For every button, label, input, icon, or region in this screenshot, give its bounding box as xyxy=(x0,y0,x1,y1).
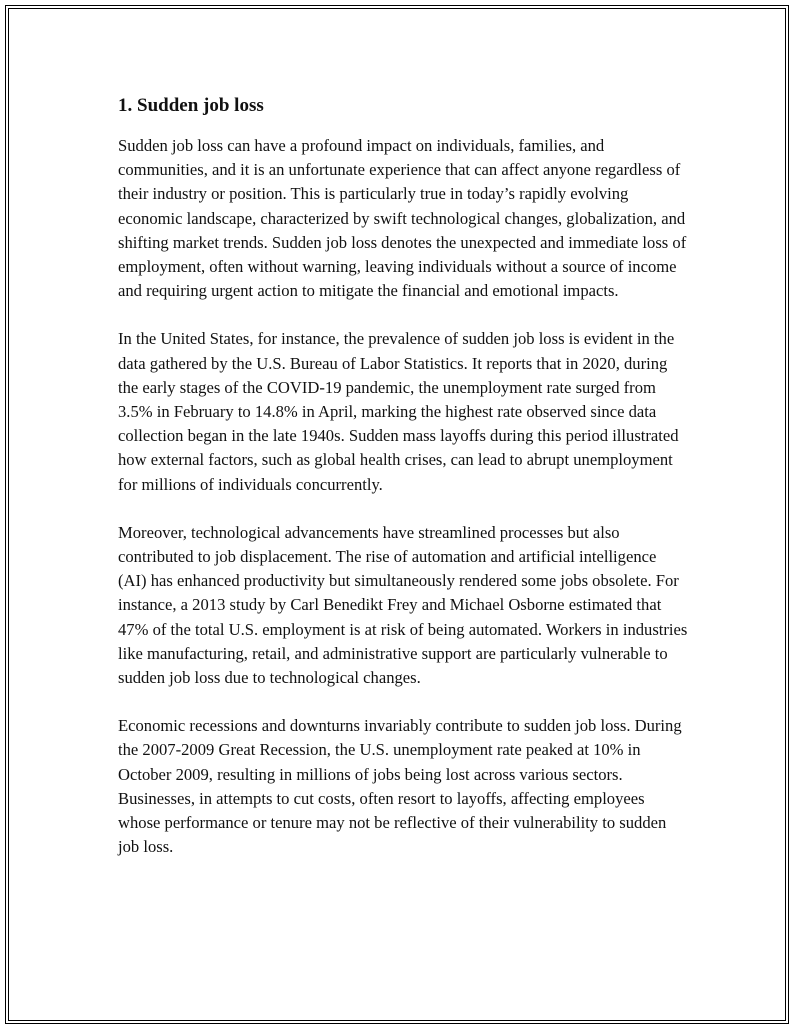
section-heading: 1. Sudden job loss xyxy=(118,95,264,116)
paragraph-intro: Sudden job loss can have a profound impact on individuals, families, and communities, and it is an unfortunate experience that can affect anyone regardless of their industry or position. This is particularly true in today’s rapidly evolving economic landscape, characterized by swift technological changes, globalization, and shifting market trends. Sudden job loss denotes the unexpected and immediate loss of employment, often without warning, leaving individuals without a source of income and requiring urgent action to mitigate the financial and emotional impacts. xyxy=(118,136,687,301)
document-body xyxy=(118,92,688,883)
paragraph-technology: Moreover, technological advancements have streamlined processes but also contributed to job displacement. The rise of automation and artificial intelligence (AI) has enhanced productivity but simultaneously rendered some jobs obsolete. For instance, a 2013 study by Carl Benedikt Frey and Michael Osborne estimated that 47% of the total U.S. employment is at risk of being automated. Workers in industries like manufacturing, retail, and administrative support are particularly vulnerable to sudden job loss due to technological changes. xyxy=(118,522,688,688)
paragraph-us-statistics: In the United States, for instance, the prevalence of sudden job loss is evident in the data gathered by the U.S. Bureau of Labor Statistics. It reports that in 2020, during the early stages of the COVID-19 pandemic, the unemployment rate surged from 3.5% in February to 14.8% in April, marking the highest rate observed since data collection began in the late 1940s. Sudden mass layoffs during this period illustrated how external factors, such as global health crises, can lead to abrupt unemployment for millions of individuals concurrently. xyxy=(118,329,679,494)
paragraph-recessions: Economic recessions and downturns invariably contribute to sudden job loss. During the 2007-2009 Great Recession, the U.S. unemployment rate peaked at 10% in October 2009, resulting in millions of jobs being lost across various sectors. Businesses, in attempts to cut costs, often resort to layoffs, affecting employees whose performance or tenure may not be reflective of their vulnerability to sudden job loss. xyxy=(118,716,682,857)
